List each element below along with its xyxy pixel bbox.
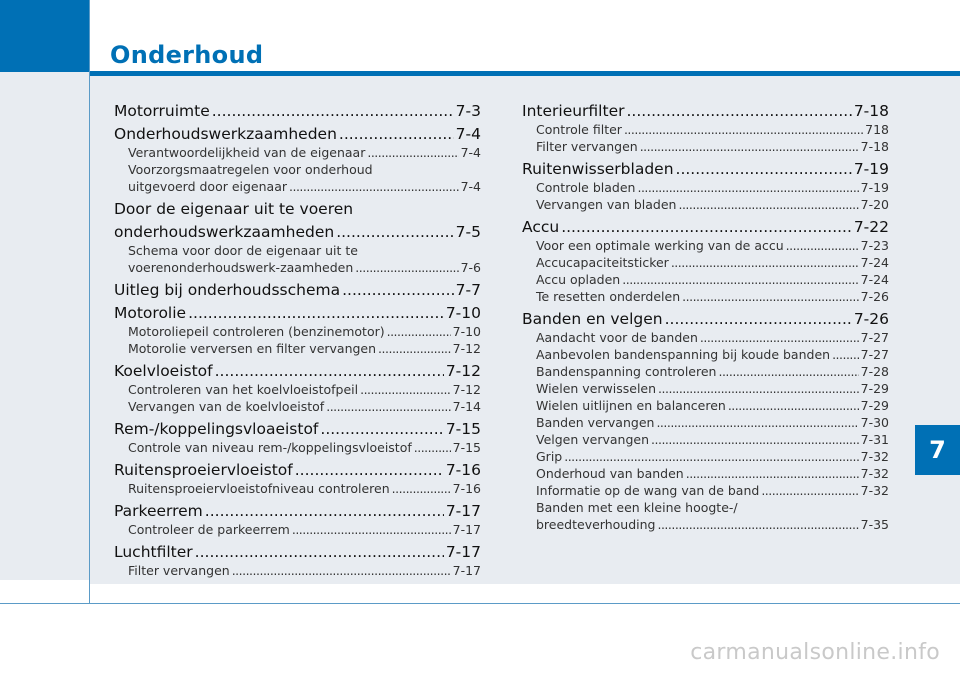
dot-leader [387, 323, 451, 340]
toc-entry[interactable] [114, 124, 481, 144]
toc-subentry[interactable] [114, 398, 481, 415]
toc-entry-label: Filter vervangen [536, 139, 638, 154]
dot-leader [686, 465, 859, 482]
toc-entry-label: Wielen uitlijnen en balanceren [536, 398, 726, 413]
toc-entry-label: Parkeerrem [114, 502, 203, 520]
toc-subentry[interactable] [522, 138, 889, 155]
toc-subentry[interactable] [522, 363, 889, 380]
toc-page-number: 7-24 [860, 272, 889, 287]
dot-leader [339, 124, 454, 144]
toc-page-number: 7-3 [455, 102, 481, 120]
toc-entry-label: Ruitensproeiervloeistofniveau controleren [128, 481, 390, 496]
dot-leader [295, 460, 444, 480]
dot-leader [564, 448, 858, 465]
toc-subentry[interactable] [522, 179, 889, 196]
dot-leader [336, 222, 453, 242]
toc-entry-label: Banden en velgen [522, 310, 663, 328]
toc-page-number: 7-32 [860, 466, 889, 481]
toc-subentry[interactable] [522, 237, 889, 254]
toc-page-number: 7-6 [460, 260, 481, 275]
dot-leader [326, 398, 450, 415]
toc-entry-label: Filter vervangen [128, 563, 230, 578]
dot-leader [678, 196, 858, 213]
toc-page-number: 7-15 [445, 420, 481, 438]
dot-leader [378, 340, 451, 357]
dot-leader [360, 381, 451, 398]
dot-leader [624, 121, 863, 138]
toc-entry-label: Te resetten onderdelen [536, 289, 681, 304]
toc-entry[interactable] [522, 159, 889, 179]
toc-subentry[interactable] [522, 254, 889, 271]
toc-subentry[interactable] [114, 562, 481, 579]
toc-page-number: 7-12 [452, 382, 481, 397]
toc-page-number: 7-10 [445, 304, 481, 322]
toc-entry-label: Ruitensproeiervloeistof [114, 461, 293, 479]
toc-entry[interactable] [114, 280, 481, 300]
toc-page-number: 7-31 [860, 432, 889, 447]
dot-leader [212, 101, 454, 121]
toc-entry-label: Motorruimte [114, 102, 210, 120]
toc-page-number: 7-10 [452, 324, 481, 339]
toc-page-number: 7-27 [860, 330, 889, 345]
toc-subentry[interactable] [114, 381, 481, 398]
dot-leader [205, 501, 444, 521]
toc-subentry[interactable] [522, 431, 889, 448]
toc-subentry[interactable] [522, 448, 889, 465]
toc-page-number: 7-17 [452, 563, 481, 578]
toc-subentry[interactable] [522, 329, 889, 346]
dot-leader [637, 179, 858, 196]
toc-entry-label: Accucapaciteitsticker [536, 255, 669, 270]
toc-subentry[interactable] [522, 380, 889, 397]
page-title: Onderhoud [110, 41, 264, 69]
watermark-text: carmanualsonline.info [690, 640, 940, 665]
dot-leader [414, 439, 451, 456]
toc-subentry[interactable] [522, 499, 889, 516]
toc-subentry[interactable] [114, 323, 481, 340]
toc-right-column [522, 101, 889, 533]
toc-entry-label: Interieurfilter [522, 102, 625, 120]
toc-entry-label: Controleer de parkeerrem [128, 522, 290, 537]
dot-leader [188, 303, 444, 323]
dot-leader [657, 516, 858, 533]
toc-page-number: 7-30 [860, 415, 889, 430]
toc-entry[interactable] [114, 303, 481, 323]
toc-entry-label: uitgevoerd door eigenaar [128, 179, 287, 194]
chapter-tab[interactable]: 7 [915, 425, 960, 475]
toc-entry-label: Aanbevolen bandenspanning bij koude banden [536, 347, 831, 362]
footer-rule [0, 603, 960, 604]
toc-page-number: 7-14 [452, 399, 481, 414]
toc-entry-label: Onderhoud van banden [536, 466, 684, 481]
toc-page-number: 7-19 [853, 160, 889, 178]
dot-leader [215, 361, 444, 381]
toc-page-number: 7-18 [860, 139, 889, 154]
toc-subentry[interactable] [522, 288, 889, 305]
toc-page-number: 7-5 [455, 223, 481, 241]
toc-subentry[interactable] [114, 340, 481, 357]
toc-entry-label: Koelvloeistof [114, 362, 213, 380]
toc-entry[interactable] [114, 460, 481, 480]
toc-entry-label: Grip [536, 449, 563, 464]
toc-entry-label: Voorzorgsmaatregelen voor onderhoud [128, 162, 373, 177]
toc-page-number: 7-29 [860, 398, 889, 413]
dot-leader [671, 254, 859, 271]
dot-leader [832, 346, 859, 363]
toc-page-number: 7-32 [860, 449, 889, 464]
toc-subentry[interactable] [114, 178, 481, 195]
dot-leader [700, 329, 859, 346]
toc-page-number: 7-4 [460, 145, 481, 160]
dot-leader [289, 178, 459, 195]
toc-entry[interactable] [114, 222, 481, 242]
toc-subentry[interactable] [114, 259, 481, 276]
toc-page-number: 7-19 [860, 180, 889, 195]
dot-leader [651, 431, 859, 448]
toc-subentry[interactable] [522, 414, 889, 431]
toc-page-number: 7-32 [860, 483, 889, 498]
dot-leader [728, 397, 859, 414]
toc-subentry[interactable] [114, 480, 481, 497]
toc-subentry[interactable] [522, 121, 889, 138]
toc-page-number: 7-27 [860, 347, 889, 362]
toc-entry-label: Wielen verwisselen [536, 381, 657, 396]
dot-leader [232, 562, 451, 579]
toc-entry[interactable] [522, 309, 889, 329]
toc-entry-label: Accu [522, 218, 560, 236]
toc-page-number: 7-24 [860, 255, 889, 270]
toc-page-number: 7-12 [445, 362, 481, 380]
toc-entry[interactable] [522, 217, 889, 237]
toc-entry-label: breedteverhouding [536, 517, 656, 532]
toc-entry[interactable] [522, 101, 889, 121]
toc-subentry[interactable] [522, 397, 889, 414]
toc-entry-label: Informatie op de wang van de band [536, 483, 760, 498]
toc-entry-label: Verantwoordelijkheid van de eigenaar [128, 145, 366, 160]
dot-leader [367, 144, 458, 161]
dot-leader [761, 482, 858, 499]
toc-entry-label: Banden vervangen [536, 415, 655, 430]
dot-leader [626, 101, 851, 121]
toc-subentry[interactable] [522, 271, 889, 288]
toc-entry-label: Motorolie [114, 304, 187, 322]
toc-entry-label: Controle filter [536, 122, 622, 137]
toc-entry[interactable] [114, 101, 481, 121]
toc-page-number: 7-26 [853, 310, 889, 328]
toc-entry-label: Door de eigenaar uit te voeren [114, 200, 354, 218]
dot-leader [622, 271, 858, 288]
toc-entry[interactable] [114, 501, 481, 521]
dot-leader [392, 480, 451, 497]
toc-page-number: 7-15 [452, 440, 481, 455]
dot-leader [640, 138, 859, 155]
toc-page-number: 7-28 [860, 364, 889, 379]
toc-subentry[interactable] [114, 521, 481, 538]
dot-leader [682, 288, 858, 305]
toc-page-number: 7-23 [860, 238, 889, 253]
dot-leader [355, 259, 458, 276]
toc-page-number: 7-16 [452, 481, 481, 496]
toc-page-number: 7-7 [455, 281, 481, 299]
toc-page-number: 7-17 [445, 543, 481, 561]
toc-page-number: 7-26 [860, 289, 889, 304]
dot-leader [292, 521, 451, 538]
dot-leader [665, 309, 852, 329]
toc-entry-label: Controleren van het koelvloeistofpeil [128, 382, 359, 397]
toc-subentry[interactable] [522, 196, 889, 213]
toc-subentry[interactable] [522, 346, 889, 363]
dot-leader [718, 363, 858, 380]
toc-page-number: 7-4 [460, 179, 481, 194]
toc-entry-label: Schema voor door de eigenaar uit te [128, 243, 358, 258]
toc-page-number: 7-17 [445, 502, 481, 520]
toc-entry-label: Accu opladen [536, 272, 621, 287]
toc-entry-label: Banden met een kleine hoogte-/ [536, 500, 738, 515]
toc-page-number: 7-22 [853, 218, 889, 236]
toc-subentry[interactable] [114, 161, 481, 178]
toc-entry-label: Velgen vervangen [536, 432, 650, 447]
toc-entry-label: Onderhoudswerkzaamheden [114, 125, 337, 143]
toc-entry-label: Controle van niveau rem-/koppelingsvloeistof [128, 440, 412, 455]
toc-subentry[interactable] [522, 516, 889, 533]
corner-tab [0, 0, 89, 72]
toc-entry-label: onderhoudswerkzaamheden [114, 223, 335, 241]
toc-entry-label: voerenonderhoudswerk-zaamheden [128, 260, 354, 275]
toc-page-number: 7-12 [452, 341, 481, 356]
dot-leader [656, 414, 858, 431]
toc-entry-label: Aandacht voor de banden [536, 330, 698, 345]
toc-page-number: 718 [865, 122, 889, 137]
toc-entry-label: Vervangen van bladen [536, 197, 677, 212]
toc-entry-label: Motoroliepeil controleren (benzinemotor) [128, 324, 385, 339]
toc-entry-label: Vervangen van de koelvloeistof [128, 399, 325, 414]
dot-leader [676, 159, 852, 179]
dot-leader [658, 380, 859, 397]
toc-entry-label: Controle bladen [536, 180, 636, 195]
toc-subentry[interactable] [114, 144, 481, 161]
toc-subentry[interactable] [522, 482, 889, 499]
toc-entry-label: Bandenspanning controleren [536, 364, 717, 379]
toc-entry[interactable] [114, 361, 481, 381]
toc-entry[interactable] [114, 199, 481, 219]
toc-page-number: 7-35 [860, 517, 889, 532]
toc-entry[interactable] [114, 542, 481, 562]
toc-page-number: 7-18 [853, 102, 889, 120]
toc-page-number: 7-17 [452, 522, 481, 537]
toc-entry-label: Voor een optimale werking van de accu [536, 238, 784, 253]
toc-page-number: 7-20 [860, 197, 889, 212]
toc-entry[interactable] [114, 419, 481, 439]
toc-page-number: 7-29 [860, 381, 889, 396]
toc-entry-label: Uitleg bij onderhoudsschema [114, 281, 341, 299]
toc-subentry[interactable] [114, 242, 481, 259]
dot-leader [342, 280, 454, 300]
toc-entry-label: Ruitenwisserbladen [522, 160, 674, 178]
dot-leader [786, 237, 859, 254]
toc-subentry[interactable] [114, 439, 481, 456]
dot-leader [561, 217, 852, 237]
toc-page-number: 7-16 [445, 461, 481, 479]
toc-entry-label: Rem-/koppelingsvloaeistof [114, 420, 319, 438]
dot-leader [195, 542, 444, 562]
dot-leader [320, 419, 443, 439]
toc-page-number: 7-4 [455, 125, 481, 143]
toc-entry-label: Luchtfilter [114, 543, 193, 561]
toc-subentry[interactable] [522, 465, 889, 482]
toc-left-column [114, 101, 481, 579]
toc-entry-label: Motorolie verversen en filter vervangen [128, 341, 377, 356]
left-margin-strip [0, 72, 89, 580]
